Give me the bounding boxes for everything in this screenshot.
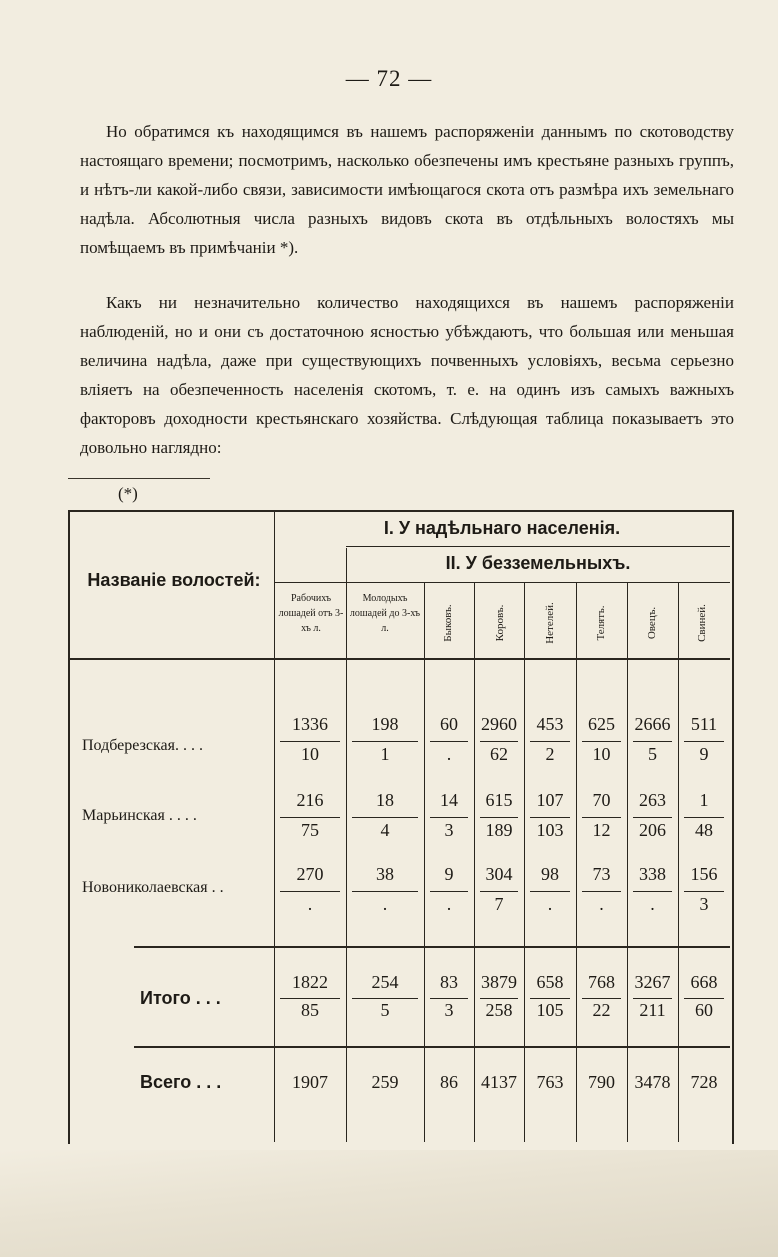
column-divider xyxy=(474,582,475,1142)
fraction-line xyxy=(633,891,672,892)
table-cell-value: 206 xyxy=(639,820,666,840)
fraction-line xyxy=(280,741,340,742)
table-cell-value: 14 xyxy=(440,790,458,810)
fraction-line xyxy=(582,817,621,818)
fraction-line xyxy=(480,891,518,892)
grand-total-value: 790 xyxy=(588,1072,615,1092)
table-cell-value: 103 xyxy=(536,820,564,840)
table-cell-value: . xyxy=(650,894,655,914)
fraction-line xyxy=(480,817,518,818)
fraction-line xyxy=(430,998,468,999)
column-divider xyxy=(524,582,525,1142)
table-cell-value: 48 xyxy=(695,820,713,840)
table-cell-value: 198 xyxy=(371,714,399,734)
fraction-line xyxy=(480,741,518,742)
table-cell-value: . xyxy=(599,894,604,914)
column-divider xyxy=(627,582,628,1142)
total-cell-value: 658 xyxy=(536,972,564,992)
footnote-rule xyxy=(68,478,210,479)
fraction-line xyxy=(684,998,724,999)
column-header-calves: Телятъ. xyxy=(595,605,607,641)
table-cell-value: 7 xyxy=(494,894,504,914)
total-cell-value: 768 xyxy=(588,972,615,992)
fraction-line xyxy=(530,817,570,818)
column-header-cows: Коровъ. xyxy=(494,604,506,642)
total-cell-value: 211 xyxy=(639,1000,666,1020)
table-cell-value: 75 xyxy=(301,820,319,840)
district-name: Подберезская. . . . xyxy=(82,737,203,754)
table-cell-value: 4 xyxy=(380,820,390,840)
column-divider xyxy=(678,582,679,1142)
total-cell-value: 22 xyxy=(592,1000,611,1020)
header-rule xyxy=(274,582,730,583)
column-header-pigs: Свиней. xyxy=(696,604,708,642)
fraction-line xyxy=(633,741,672,742)
table-cell-value: 3 xyxy=(444,820,454,840)
district-name: Новониколаевская . . xyxy=(82,879,224,896)
grand-total-value: 728 xyxy=(690,1072,718,1092)
table-cell-value: 156 xyxy=(690,864,718,884)
fraction-line xyxy=(430,891,468,892)
table-cell-value: 62 xyxy=(490,744,508,764)
column-header-work-horses: Рабочихъ лошадей отъ 3-хъ л. xyxy=(278,593,344,634)
table-cell-value: 453 xyxy=(536,714,564,734)
total-cell-value: 60 xyxy=(695,1000,713,1020)
total-cell-value: 83 xyxy=(440,972,458,992)
grand-total-value: 763 xyxy=(536,1072,564,1092)
header-group-1: I. У надѣльнаго населенія. xyxy=(383,518,621,538)
column-header-young-horses: Молодыхъ лошадей до 3-хъ л. xyxy=(349,593,421,634)
paragraph-1: Но обратимся къ находящимся въ нашемъ распоряженіи даннымъ по скотоводству настоящаго времени; посмотримъ, насколько обезпечены имъ крестьяне разныхъ группъ, и нѣтъ-ли какой-либо связи, зависимости имѣющагося скота отъ размѣра ихъ земельнаго надѣла. Абсолютныя числа разныхъ видовъ скота въ отдѣльныхъ волостяхъ мы помѣщаемъ въ примѣчаніи *). xyxy=(80,122,734,257)
fraction-line xyxy=(582,741,621,742)
paper-edge xyxy=(0,1150,778,1257)
footnote-mark: (*) xyxy=(118,484,138,503)
total-cell-value: 1822 xyxy=(292,972,328,992)
table-cell-value: 98 xyxy=(541,864,559,884)
grand-total-value: 86 xyxy=(440,1072,458,1092)
table-cell-value: 9 xyxy=(444,864,454,884)
page-number: — 72 — xyxy=(345,66,433,91)
table-cell-value: 18 xyxy=(376,790,394,810)
table-cell-value: 2 xyxy=(545,744,555,764)
fraction-line xyxy=(280,998,340,999)
grand-top-rule xyxy=(134,1046,730,1048)
column-header-bulls: Быковъ. xyxy=(442,604,454,642)
table-cell-value: 304 xyxy=(485,864,513,884)
total-label: Итого . . . xyxy=(140,988,221,1008)
table-cell-value: 2960 xyxy=(481,714,517,734)
fraction-line xyxy=(530,891,570,892)
fraction-line xyxy=(352,891,418,892)
fraction-line xyxy=(684,817,724,818)
table-cell-value: 511 xyxy=(690,714,718,734)
paragraph-2: Какъ ни незначительно количество находящихся въ нашемъ распоряженіи наблюденій, но и они съ достаточною ясностью убѣждаютъ, что большая или меньшая величина надѣла, даже при существующихъ почвенныхъ условіяхъ, весьма серьезно вліяетъ на обезпеченность населенія скотомъ, т. е. на одинъ изъ самыхъ важныхъ факторовъ доходности крестьянскаго хозяйства. Слѣдующая таблица показываетъ это довольно наглядно: xyxy=(80,293,734,457)
total-cell-value: 3267 xyxy=(634,972,671,992)
header-group-2: II. У безземельныхъ. xyxy=(445,553,631,573)
column-divider xyxy=(424,582,425,1142)
fraction-line xyxy=(530,998,570,999)
fraction-line xyxy=(582,891,621,892)
total-cell-value: 5 xyxy=(380,1000,390,1020)
table-cell-value: 10 xyxy=(301,744,319,764)
table-cell-value: 263 xyxy=(639,790,666,810)
header-bottom-rule xyxy=(70,658,730,660)
grand-total-label: Всего . . . xyxy=(140,1072,222,1092)
table-cell-value: 1336 xyxy=(292,714,328,734)
column-header-sheep: Овецъ. xyxy=(646,606,658,640)
total-cell-value: 85 xyxy=(301,1000,319,1020)
fraction-line xyxy=(530,741,570,742)
table-cell-value: 625 xyxy=(588,714,615,734)
table-cell-value: 3 xyxy=(699,894,709,914)
total-top-rule xyxy=(134,946,730,948)
fraction-line xyxy=(280,891,340,892)
table-cell-value: 216 xyxy=(296,790,324,810)
table-cell-value: 12 xyxy=(592,820,611,840)
fraction-line xyxy=(633,998,672,999)
fraction-line xyxy=(582,998,621,999)
table-cell-value: . xyxy=(446,894,452,914)
fraction-line xyxy=(280,817,340,818)
fraction-line xyxy=(633,817,672,818)
table-cell-value: 2666 xyxy=(634,714,671,734)
fraction-line xyxy=(352,998,418,999)
table-cell-value: . xyxy=(446,744,452,764)
table-cell-value: . xyxy=(547,894,553,914)
grand-total-value: 259 xyxy=(371,1072,399,1092)
table-cell-value: 1 xyxy=(699,790,709,810)
fraction-line xyxy=(430,817,468,818)
table-cell-value: 189 xyxy=(485,820,513,840)
column-header-heifers: Нетелей. xyxy=(544,602,556,644)
fraction-line xyxy=(480,998,518,999)
table-cell-value: 1 xyxy=(380,744,390,764)
fraction-line xyxy=(684,891,724,892)
table-cell-value: 10 xyxy=(592,744,611,764)
table-cell-value: 107 xyxy=(536,790,564,810)
total-cell-value: 258 xyxy=(485,1000,513,1020)
grand-total-value: 4137 xyxy=(481,1072,517,1092)
column-divider xyxy=(576,582,577,1142)
table-cell-value: 9 xyxy=(699,744,709,764)
fraction-line xyxy=(430,741,468,742)
grand-total-value: 3478 xyxy=(634,1072,671,1092)
table-cell-value: . xyxy=(307,894,313,914)
table-cell-value: 270 xyxy=(296,864,324,884)
fraction-line xyxy=(684,741,724,742)
table-cell-value: 615 xyxy=(485,790,513,810)
total-cell-value: 3879 xyxy=(481,972,517,992)
table-cell-value: 338 xyxy=(639,864,666,884)
grand-total-value: 1907 xyxy=(292,1072,328,1092)
table-cell-value: 70 xyxy=(592,790,611,810)
table-cell-value: . xyxy=(382,894,388,914)
table-cell-value: 38 xyxy=(376,864,394,884)
fraction-line xyxy=(352,741,418,742)
fraction-line xyxy=(352,817,418,818)
total-cell-value: 254 xyxy=(371,972,399,992)
total-cell-value: 105 xyxy=(536,1000,564,1020)
column-divider xyxy=(346,548,347,1142)
table-cell-value: 60 xyxy=(440,714,458,734)
table-cell-value: 5 xyxy=(648,744,657,764)
header-district-label: Названіе волостей: xyxy=(87,570,261,590)
total-cell-value: 668 xyxy=(690,972,718,992)
table-cell-value: 73 xyxy=(592,864,611,884)
total-cell-value: 3 xyxy=(444,1000,454,1020)
header-rule xyxy=(346,546,730,547)
district-name: Марьинская . . . . xyxy=(82,807,197,824)
